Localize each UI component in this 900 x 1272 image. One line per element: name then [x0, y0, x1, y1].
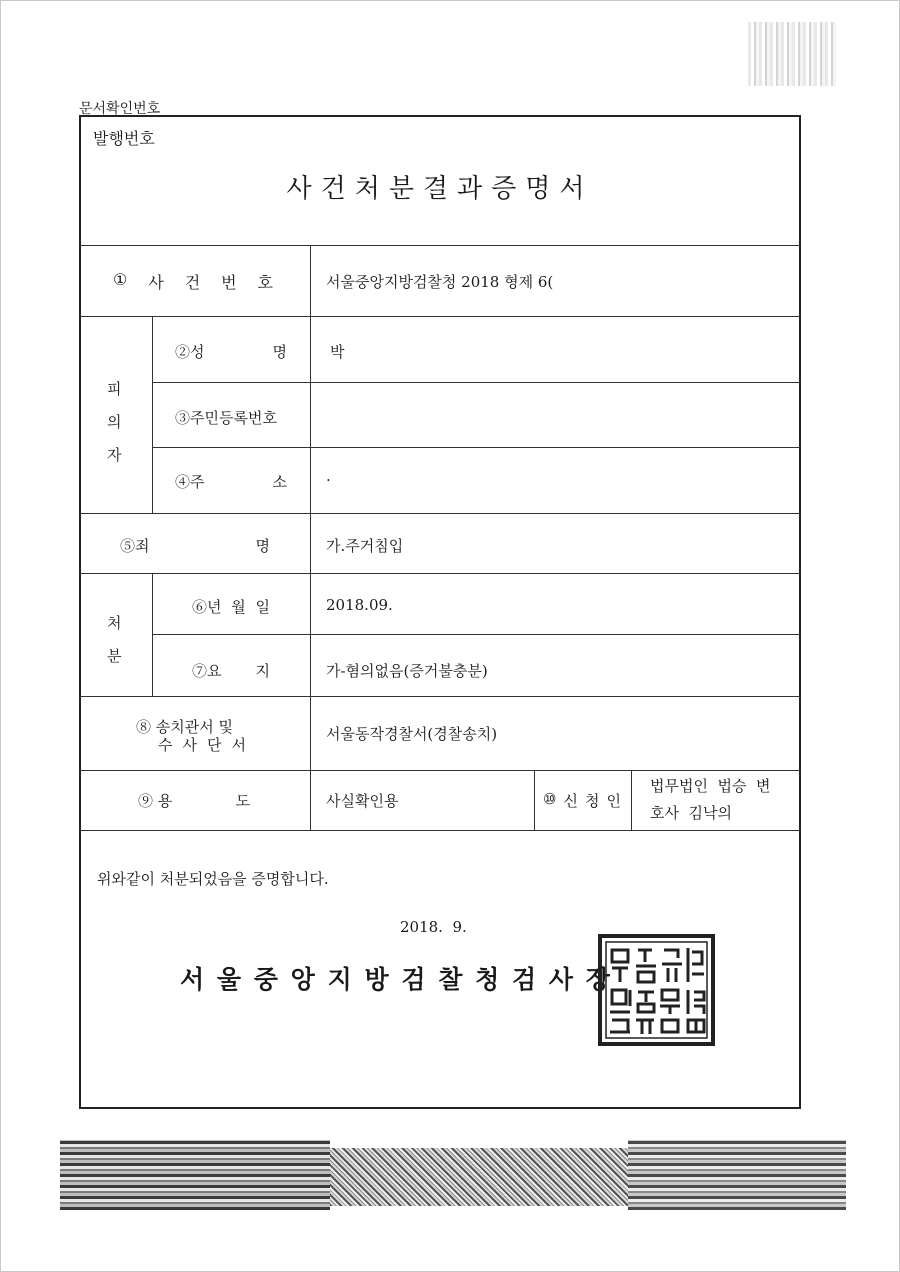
address-label-start: ④주 — [175, 473, 205, 491]
purpose-value: 사실확인용 — [326, 792, 399, 810]
case-number-char: 사 — [148, 273, 164, 292]
applicant-label-start: ⑩ — [543, 790, 557, 808]
issuer-char: 서 — [180, 965, 205, 994]
case-number-marker: ① — [113, 270, 128, 289]
redacted-corner — [748, 22, 836, 86]
disposition-char: 처 — [107, 614, 122, 632]
doc-confirm-label: 문서확인번호 — [79, 101, 161, 117]
issuer-char: 검 — [512, 965, 537, 994]
address-label — [175, 471, 287, 492]
office-value: 서울동작경찰서(경찰송치) — [326, 725, 498, 743]
rule-purpose-split — [534, 770, 535, 830]
document-title: 사건처분결과증명서 — [286, 174, 594, 204]
address-label-end: 소 — [272, 473, 287, 491]
issue-number-label: 발행번호 — [93, 129, 155, 148]
address-value: · — [326, 471, 331, 489]
issuer-char: 중 — [253, 965, 278, 994]
disposition-char: 분 — [107, 647, 122, 665]
name-label — [175, 341, 287, 362]
case-number-char: 번 — [221, 273, 237, 292]
official-seal-icon — [598, 934, 715, 1046]
crime-value: 가.주거침입 — [326, 537, 404, 555]
rule-disposition-group — [152, 573, 153, 696]
rule-id-bottom — [152, 447, 801, 448]
issuer-char: 지 — [327, 965, 352, 994]
issuer-char: 방 — [364, 965, 389, 994]
rule-crime-bottom — [79, 573, 801, 574]
office-char: 단 — [207, 736, 222, 754]
applicant-char: 신 — [563, 792, 578, 810]
office-char: 사 — [182, 736, 197, 754]
issuer-char: 앙 — [290, 965, 315, 994]
rule-name-bottom — [152, 382, 801, 383]
issuer-char: 검 — [401, 965, 426, 994]
case-number-label — [113, 270, 273, 293]
case-number-char: 건 — [184, 273, 201, 292]
rule-applicant-split — [631, 770, 632, 830]
rule-disposition-bottom — [79, 696, 801, 697]
suspect-char: 피 — [107, 380, 122, 398]
rule-purpose-bottom — [79, 830, 801, 831]
case-number-value: 서울중앙지방검찰청 2018 형제 6( — [326, 273, 554, 291]
office-label-line1: ⑧ 송치관서 및 — [136, 718, 233, 736]
summary-label-end: 지 — [255, 662, 270, 680]
purpose-label — [138, 790, 250, 811]
rule-suspect-group — [152, 316, 153, 513]
issuer-name — [180, 960, 610, 996]
disposition-date-value: 2018.09. — [326, 596, 393, 614]
disposition-date-label — [192, 596, 270, 617]
name-label-end: 명 — [272, 343, 287, 361]
issuer-char: 울 — [216, 965, 242, 994]
issuer-char: 찰 — [438, 965, 463, 994]
summary-label-start: ⑦요 — [192, 662, 222, 680]
purpose-label-end: 도 — [235, 792, 250, 810]
issuer-char: 청 — [475, 965, 500, 994]
case-number-char: 호 — [257, 273, 273, 292]
applicant-value-line2: 호사 김낙의 — [650, 804, 732, 822]
redacted-barcode-left — [60, 1140, 330, 1210]
disposition-summary-label — [192, 660, 270, 681]
rule-office-bottom — [79, 770, 801, 771]
rule-case-bottom — [79, 316, 801, 317]
purpose-label-start: ⑨ 용 — [138, 792, 173, 810]
date-label-start: ⑥년 — [192, 598, 222, 616]
redacted-barcode-right — [628, 1140, 846, 1210]
date-label-char: 월 — [231, 598, 246, 616]
crime-label-end: 명 — [255, 537, 270, 555]
crime-label — [120, 535, 270, 556]
certification-date: 2018. 9. — [400, 918, 467, 936]
suspect-char: 의 — [107, 413, 122, 431]
redacted-barcode-center — [330, 1148, 628, 1206]
resident-number-label: ③주민등록번호 — [175, 409, 277, 427]
office-label-line2 — [158, 734, 246, 755]
crime-label-start: ⑤죄 — [120, 537, 150, 555]
office-char: 서 — [231, 736, 246, 754]
applicant-label — [543, 790, 621, 811]
applicant-char: 인 — [606, 792, 621, 810]
disposition-summary-value: 가-혐의없음(증거불충분) — [326, 662, 488, 680]
disposition-group-label — [107, 612, 122, 666]
applicant-char: 청 — [584, 792, 600, 810]
suspect-char: 자 — [107, 446, 122, 464]
rule-suspect-bottom — [79, 513, 801, 514]
office-char: 수 — [158, 736, 173, 754]
issuer-char: 장 — [585, 965, 610, 994]
rule-title-bottom — [79, 245, 801, 246]
issuer-char: 사 — [548, 965, 574, 994]
date-label-char: 일 — [255, 598, 270, 616]
name-value: 박 — [330, 343, 345, 361]
rule-date-bottom — [152, 634, 801, 635]
applicant-value-line1: 법무법인 법승 변 — [650, 777, 771, 795]
suspect-group-label — [107, 378, 122, 465]
name-label-start: ②성 — [175, 343, 205, 361]
certification-statement: 위와같이 처분되었음을 증명합니다. — [97, 870, 329, 888]
rule-label-divider — [310, 245, 311, 830]
